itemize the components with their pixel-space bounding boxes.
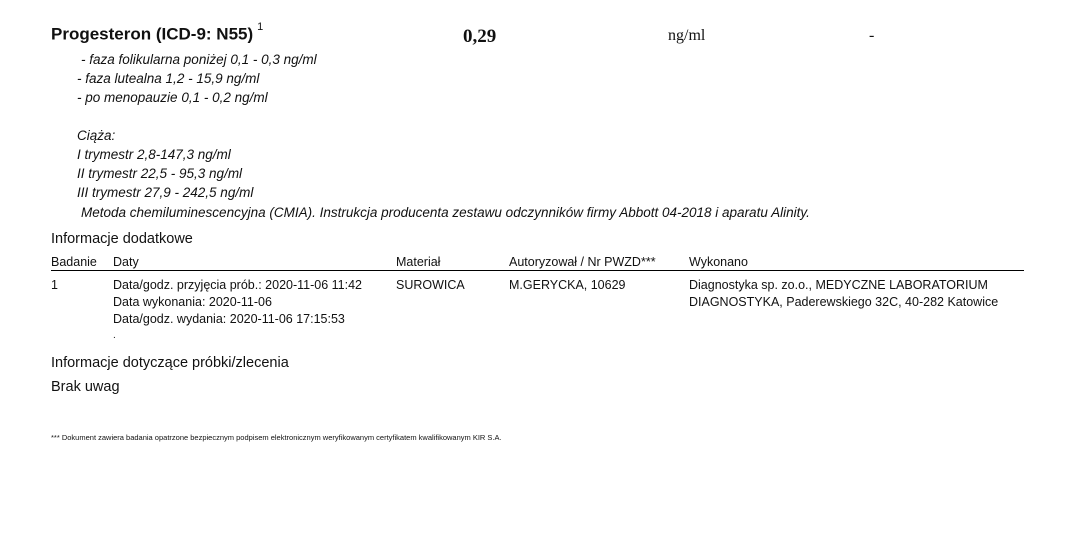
- result-value: 0,29: [463, 26, 497, 47]
- sample-info-heading: Informacje dotyczące próbki/zlecenia: [51, 355, 289, 371]
- footnote-marker: 1: [257, 21, 264, 33]
- result-flag: -: [869, 27, 875, 44]
- cell-material: SUROWICA: [396, 278, 465, 292]
- cell-date-issued: Data/godz. wydania: 2020-11-06 17:15:53: [113, 312, 345, 326]
- cell-performed-line-2: DIAGNOSTYKA, Paderewskiego 32C, 40-282 Katowice: [689, 295, 999, 309]
- reference-trimester-2: II trymestr 22,5 - 95,3 ng/ml: [77, 166, 243, 181]
- pregnancy-label: Ciąża:: [77, 128, 116, 143]
- reference-phase-menopause: - po menopauzie 0,1 - 0,2 ng/ml: [77, 90, 268, 105]
- table-header-divider: [51, 270, 1024, 271]
- column-header-authorized: Autoryzował / Nr PWZD***: [509, 255, 656, 269]
- reference-phase-follicular: - faza folikularna poniżej 0,1 - 0,3 ng/ml: [81, 52, 317, 67]
- cell-date-dot: .: [113, 330, 116, 341]
- method-description: Metoda chemiluminescencyjna (CMIA). Instrukcja producenta zestawu odczynników firmy Abbott 04-2018 i aparatu Alinity.: [81, 205, 810, 220]
- reference-trimester-1: I trymestr 2,8-147,3 ng/ml: [77, 147, 231, 162]
- reference-phase-luteal: - faza lutealna 1,2 - 15,9 ng/ml: [77, 71, 260, 86]
- test-name: Progesteron (ICD-9: N55) $^1$: [51, 21, 264, 44]
- sample-info-text: Brak uwag: [51, 379, 120, 395]
- cell-authorized: M.GERYCKA, 10629: [509, 278, 626, 292]
- result-unit: ng/ml: [668, 27, 706, 44]
- additional-info-heading: Informacje dodatkowe: [51, 231, 193, 247]
- reference-trimester-3: III trymestr 27,9 - 242,5 ng/ml: [77, 185, 254, 200]
- column-header-material: Materiał: [396, 255, 441, 269]
- column-header-daty: Daty: [113, 255, 139, 269]
- signature-footnote: *** Dokument zawiera badania opatrzone bezpiecznym podpisem elektronicznym weryfikowanym certyfikatem kwalifikowanym KIR S.A.: [51, 433, 502, 442]
- cell-performed-line-1: Diagnostyka sp. zo.o., MEDYCZNE LABORATORIUM: [689, 278, 988, 292]
- column-header-badanie: Badanie: [51, 255, 97, 269]
- cell-date-received: Data/godz. przyjęcia prób.: 2020-11-06 11:42: [113, 278, 362, 292]
- cell-date-performed: Data wykonania: 2020-11-06: [113, 295, 272, 309]
- column-header-performed: Wykonano: [689, 255, 748, 269]
- cell-badanie: 1: [51, 278, 58, 292]
